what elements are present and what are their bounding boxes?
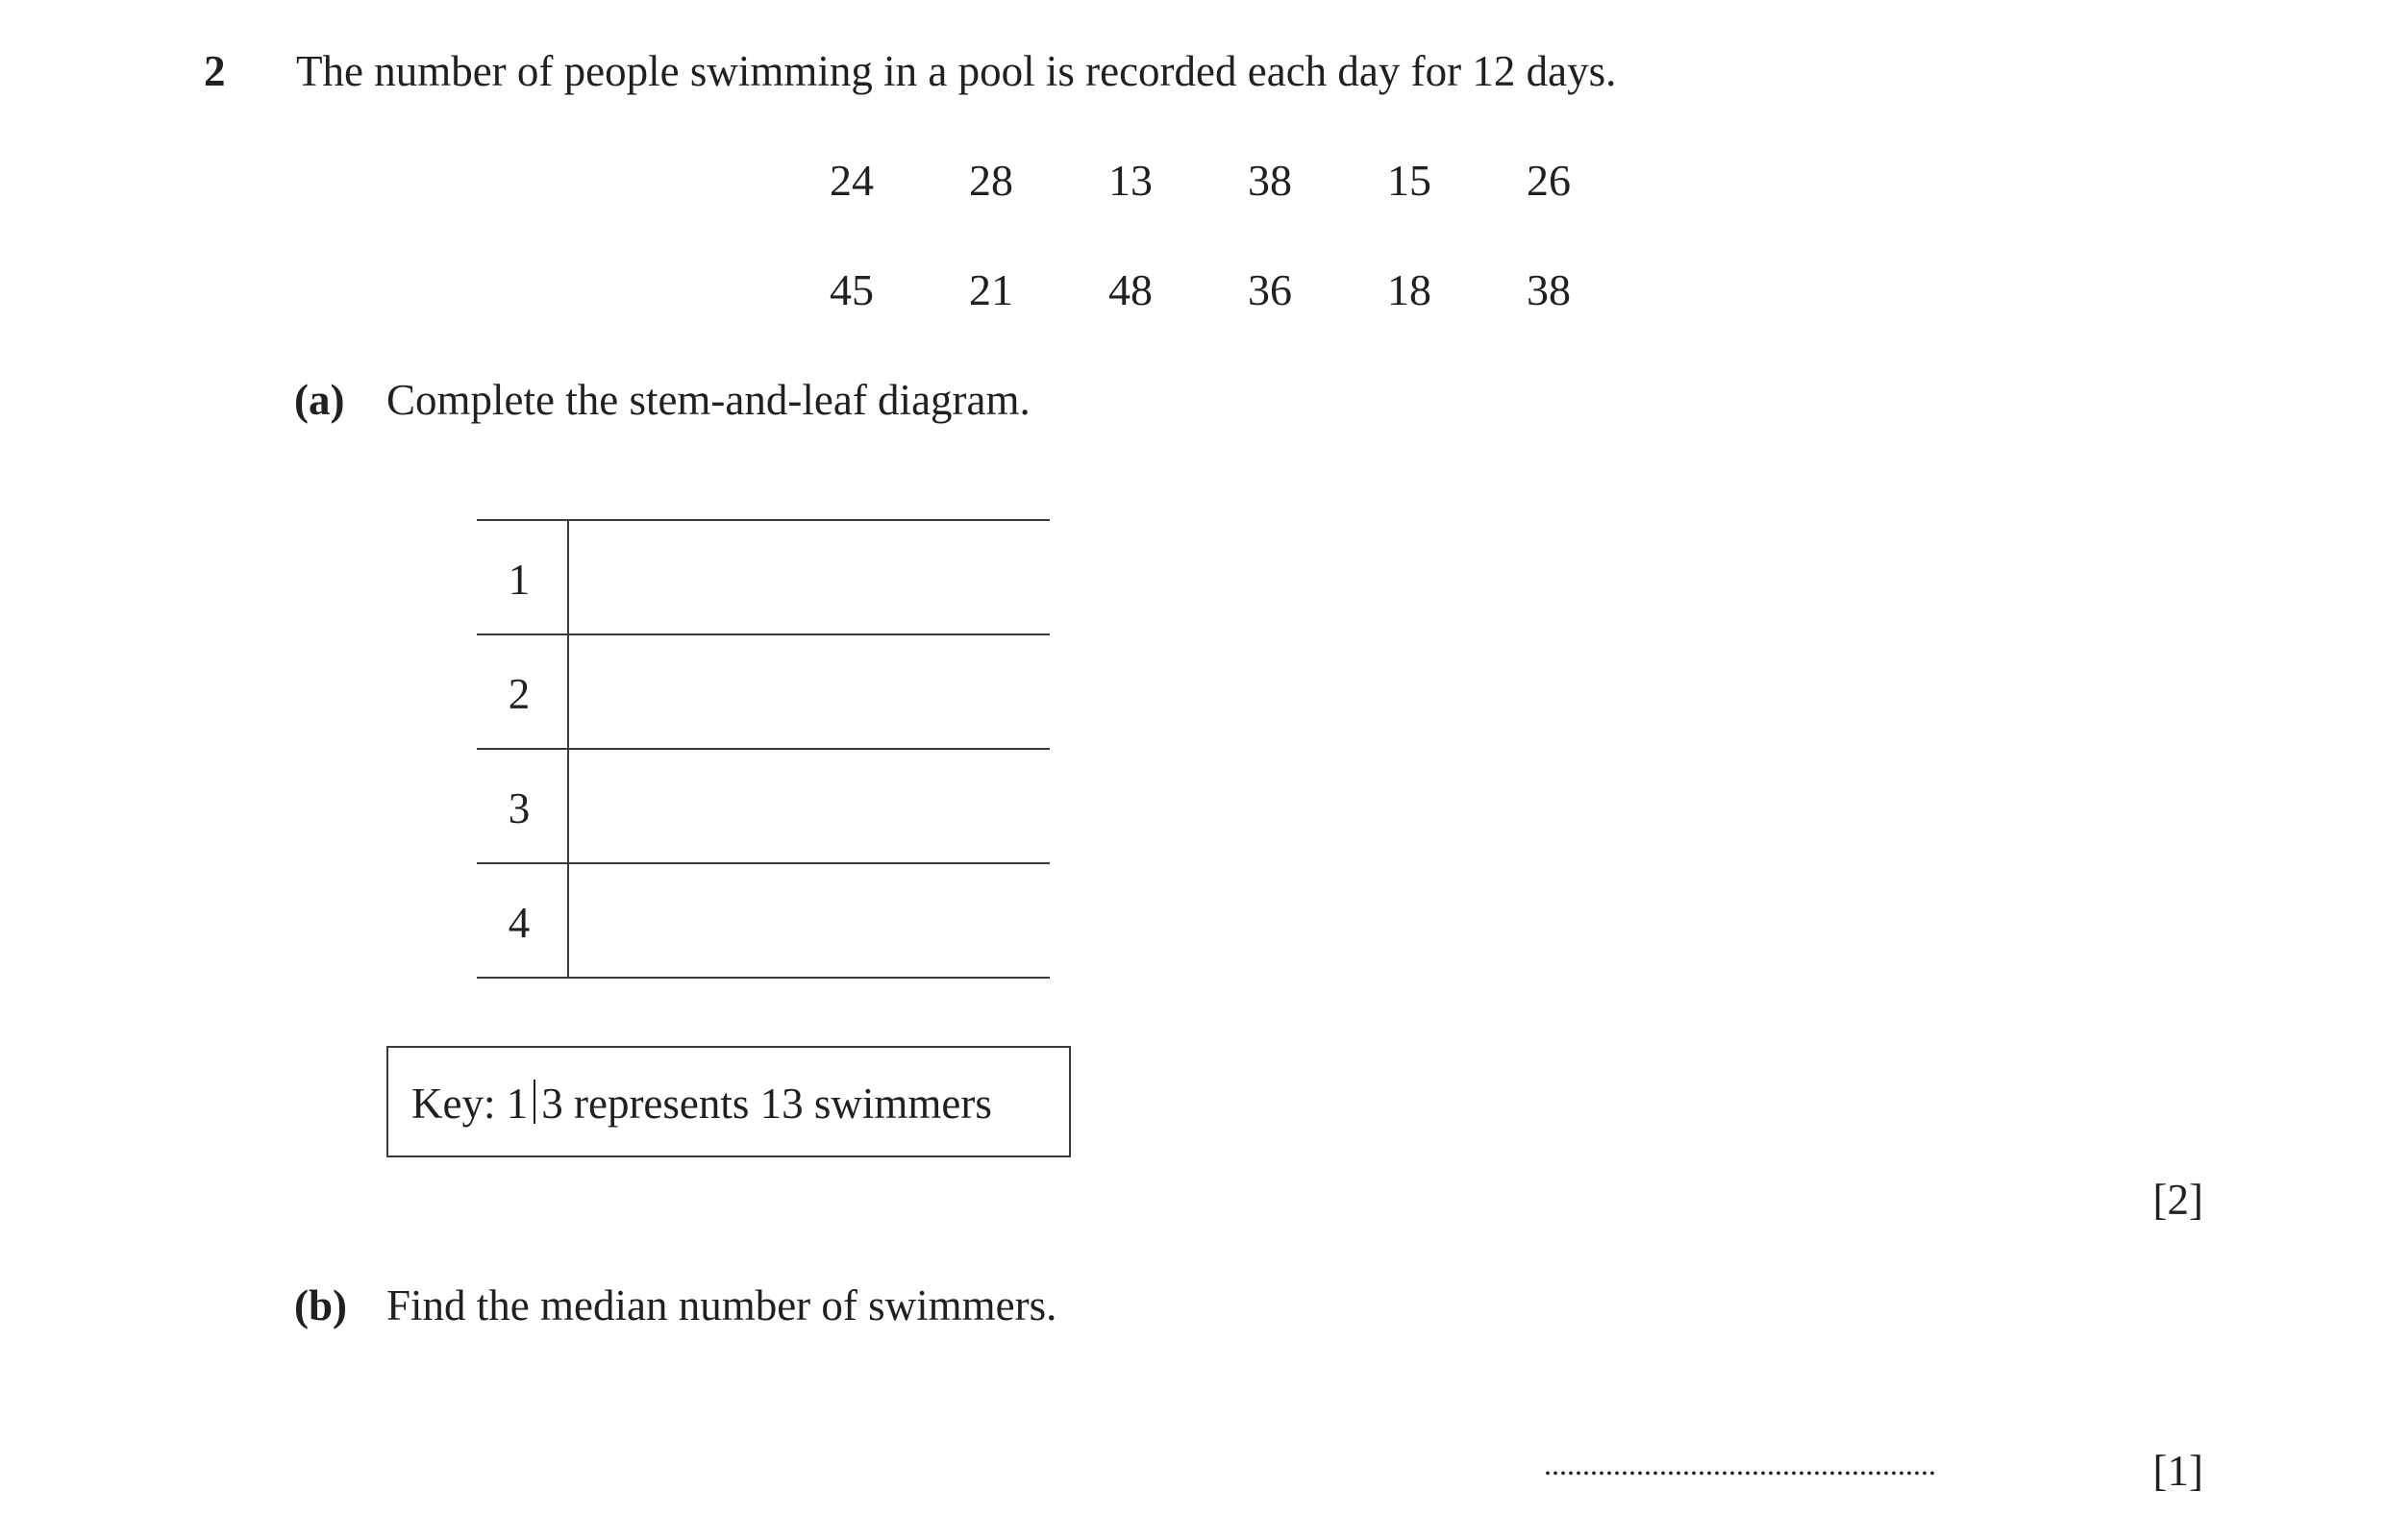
part-a-marks: [2]	[2152, 1176, 2203, 1224]
stem-value: 3	[508, 784, 531, 832]
data-value: 45	[830, 265, 874, 314]
stem-value: 4	[508, 899, 531, 947]
data-value: 15	[1387, 156, 1431, 205]
table-rule	[477, 519, 1050, 521]
table-rule	[477, 862, 1050, 864]
data-value: 26	[1527, 156, 1571, 205]
question-text: The number of people swimming in a pool is recorded each day for 12 days.	[296, 47, 1617, 95]
key-box	[386, 1046, 1071, 1157]
key-text	[411, 1075, 992, 1132]
part-b-label: (b)	[294, 1281, 347, 1329]
data-value: 13	[1108, 156, 1153, 205]
answer-line[interactable]: ...................................................	[1544, 1447, 1936, 1481]
stem-value: 1	[508, 556, 531, 604]
leaf-cell[interactable]	[571, 636, 1048, 747]
data-value: 21	[969, 265, 1013, 314]
table-rule	[477, 748, 1050, 750]
stem-divider	[567, 519, 569, 979]
part-b-text: Find the median number of swimmers.	[386, 1281, 1057, 1329]
data-value: 38	[1248, 156, 1292, 205]
data-value: 18	[1387, 265, 1431, 314]
key-prefix: Key: 1	[411, 1080, 529, 1128]
data-value: 36	[1248, 265, 1292, 314]
key-suffix: 3 represents 13 swimmers	[541, 1080, 992, 1128]
table-rule	[477, 977, 1050, 979]
data-value: 24	[830, 156, 874, 205]
part-a-label: (a)	[294, 376, 345, 424]
part-b-marks: [1]	[2152, 1447, 2203, 1495]
data-value: 48	[1108, 265, 1153, 314]
key-divider	[534, 1080, 535, 1124]
leaf-cell[interactable]	[571, 751, 1048, 861]
data-value: 38	[1527, 265, 1571, 314]
stem-and-leaf-diagram	[477, 519, 1050, 981]
part-a-text: Complete the stem-and-leaf diagram.	[386, 376, 1031, 424]
leaf-cell[interactable]	[571, 865, 1048, 976]
question-number: 2	[204, 47, 226, 95]
stem-value: 2	[508, 670, 531, 718]
data-value: 28	[969, 156, 1013, 205]
leaf-cell[interactable]	[571, 522, 1048, 633]
table-rule	[477, 633, 1050, 635]
